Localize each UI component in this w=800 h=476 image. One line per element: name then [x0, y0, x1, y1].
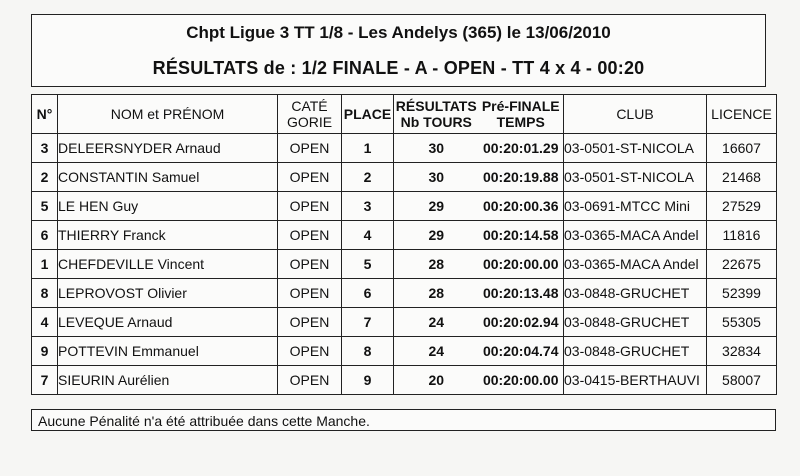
cell-name: CONSTANTIN Samuel [58, 163, 278, 192]
cell-num: 3 [32, 134, 58, 163]
table-body [32, 134, 777, 395]
cell-temps-value: 00:20:00.00 [482, 372, 559, 388]
cell-name: POTTEVIN Emmanuel [58, 337, 278, 366]
cell-name: LEVEQUE Arnaud [58, 308, 278, 337]
cell-name: THIERRY Franck [58, 221, 278, 250]
table-row [32, 279, 777, 308]
cell-num: 2 [32, 163, 58, 192]
cell-name: LEPROVOST Olivier [58, 279, 278, 308]
cell-tours-value: 20 [428, 372, 445, 388]
cell-place: 8 [342, 337, 394, 366]
cell-categorie: OPEN [278, 337, 342, 366]
cell-temps-value: 00:20:14.58 [482, 227, 559, 243]
cell-club: 03-0691-MTCC Mini [564, 192, 707, 221]
cell-categorie: OPEN [278, 279, 342, 308]
cell-licence: 55305 [707, 308, 777, 337]
cell-place: 3 [342, 192, 394, 221]
cell-tours [394, 192, 564, 221]
table-header-row [32, 95, 777, 134]
cell-tours-value: 30 [428, 140, 445, 156]
cell-licence: 52399 [707, 279, 777, 308]
cell-place: 2 [342, 163, 394, 192]
table-row [32, 134, 777, 163]
cell-place: 7 [342, 308, 394, 337]
cell-num: 6 [32, 221, 58, 250]
header-temps: TEMPS [496, 114, 545, 130]
cell-club: 03-0365-MACA Andel [564, 221, 707, 250]
header-num: N° [32, 95, 58, 134]
penalty-note-text: Aucune Pénalité n'a été attribuée dans cette Manche. [38, 413, 370, 429]
cell-tours [394, 366, 564, 395]
cell-licence: 16607 [707, 134, 777, 163]
competition-title [31, 14, 766, 52]
cell-tours-value: 28 [428, 256, 445, 272]
table-row [32, 250, 777, 279]
table-row [32, 163, 777, 192]
cell-categorie: OPEN [278, 163, 342, 192]
header-categorie [278, 95, 342, 134]
cell-licence: 27529 [707, 192, 777, 221]
cell-tours-value: 29 [428, 198, 445, 214]
cell-name: DELEERSNYDER Arnaud [58, 134, 278, 163]
cell-tours [394, 337, 564, 366]
cell-name: CHEFDEVILLE Vincent [58, 250, 278, 279]
cell-temps-value: 00:20:02.94 [482, 314, 559, 330]
cell-place: 1 [342, 134, 394, 163]
cell-tours [394, 308, 564, 337]
table-row [32, 221, 777, 250]
results-subtitle [31, 50, 766, 87]
header-licence: LICENCE [707, 95, 777, 134]
cell-licence: 22675 [707, 250, 777, 279]
table-row [32, 308, 777, 337]
table-row [32, 366, 777, 395]
cell-place: 9 [342, 366, 394, 395]
competition-title-text: Chpt Ligue 3 TT 1/8 - Les Andelys (365) le 13/06/2010 [186, 23, 611, 42]
header-resultats [394, 95, 564, 134]
cell-categorie: OPEN [278, 308, 342, 337]
cell-club: 03-0848-GRUCHET [564, 308, 707, 337]
cell-categorie: OPEN [278, 366, 342, 395]
cell-num: 5 [32, 192, 58, 221]
header-place: PLACE [342, 95, 394, 134]
results-table [31, 94, 777, 395]
table-row [32, 337, 777, 366]
cell-tours [394, 221, 564, 250]
cell-tours [394, 163, 564, 192]
cell-tours [394, 134, 564, 163]
cell-temps-value: 00:20:00.36 [482, 198, 559, 214]
cell-temps-value: 00:20:13.48 [482, 285, 559, 301]
table-row [32, 192, 777, 221]
cell-categorie: OPEN [278, 221, 342, 250]
cell-licence: 58007 [707, 366, 777, 395]
header-club: CLUB [564, 95, 707, 134]
cell-place: 6 [342, 279, 394, 308]
cell-club: 03-0848-GRUCHET [564, 337, 707, 366]
header-name: NOM et PRÉNOM [58, 95, 278, 134]
cell-licence: 21468 [707, 163, 777, 192]
cell-num: 4 [32, 308, 58, 337]
cell-club: 03-0501-ST-NICOLA [564, 134, 707, 163]
header-categorie-line1: CATÉ [291, 98, 328, 114]
header-resultats-label: RÉSULTATS [395, 98, 477, 114]
cell-licence: 11816 [707, 221, 777, 250]
header-tours: Nb TOURS [400, 114, 472, 130]
cell-num: 8 [32, 279, 58, 308]
cell-club: 03-0501-ST-NICOLA [564, 163, 707, 192]
header-categorie-line2: GORIE [286, 114, 333, 130]
cell-num: 9 [32, 337, 58, 366]
cell-temps-value: 00:20:00.00 [482, 256, 559, 272]
cell-tours [394, 250, 564, 279]
cell-temps-value: 00:20:01.29 [482, 140, 559, 156]
cell-place: 4 [342, 221, 394, 250]
cell-tours-value: 30 [428, 169, 445, 185]
cell-club: 03-0848-GRUCHET [564, 279, 707, 308]
cell-categorie: OPEN [278, 250, 342, 279]
cell-num: 1 [32, 250, 58, 279]
penalty-note [31, 409, 776, 431]
cell-tours-value: 29 [428, 227, 445, 243]
cell-name: SIEURIN Aurélien [58, 366, 278, 395]
cell-categorie: OPEN [278, 192, 342, 221]
cell-tours-value: 24 [428, 314, 445, 330]
results-subtitle-text: RÉSULTATS de : 1/2 FINALE - A - OPEN - TT 4 x 4 - 00:20 [152, 57, 645, 78]
cell-tours [394, 279, 564, 308]
cell-place: 5 [342, 250, 394, 279]
cell-temps-value: 00:20:19.88 [482, 169, 559, 185]
header-prefinale-label: Pré-FINALE [481, 98, 560, 114]
cell-num: 7 [32, 366, 58, 395]
cell-categorie: OPEN [278, 134, 342, 163]
cell-tours-value: 24 [428, 343, 445, 359]
cell-temps-value: 00:20:04.74 [482, 343, 559, 359]
cell-licence: 32834 [707, 337, 777, 366]
cell-tours-value: 28 [428, 285, 445, 301]
cell-club: 03-0365-MACA Andel [564, 250, 707, 279]
cell-club: 03-0415-BERTHAUVI [564, 366, 707, 395]
cell-name: LE HEN Guy [58, 192, 278, 221]
